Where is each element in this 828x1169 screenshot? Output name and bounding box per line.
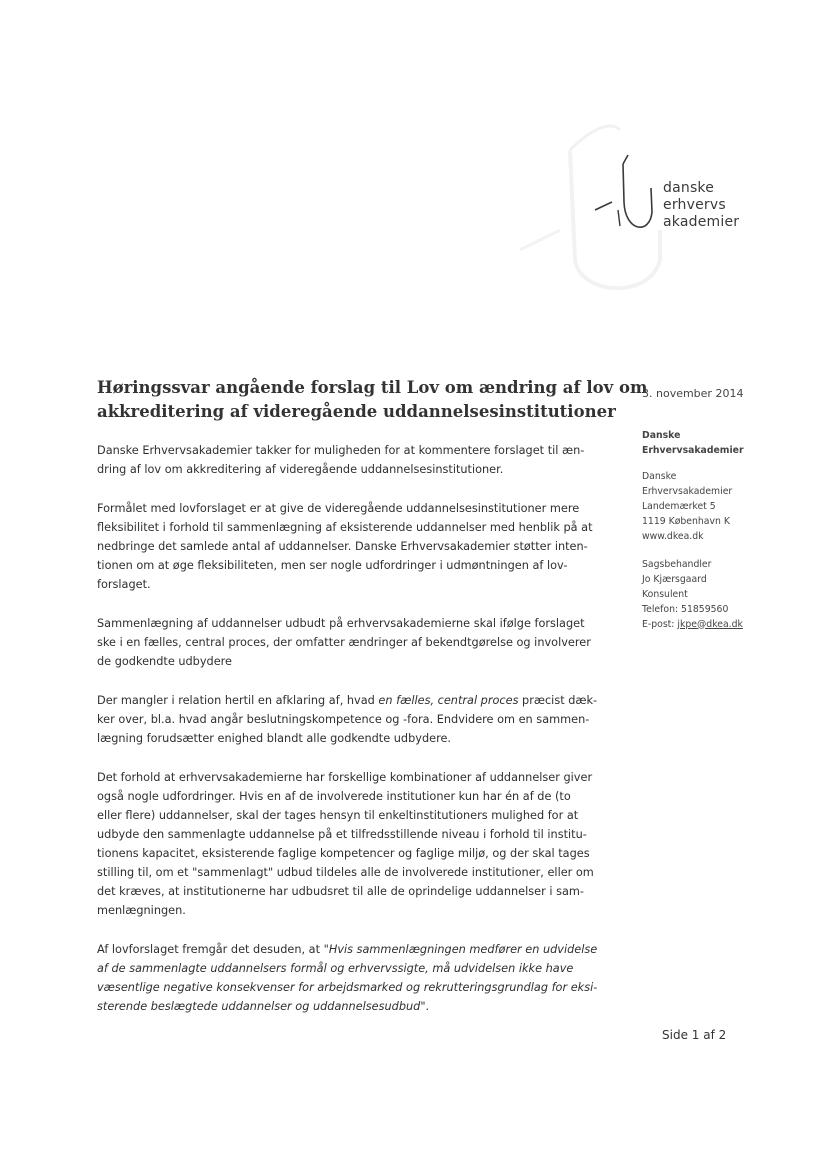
- text-line: stilling til, om et "sammenlagt" udbud tildeles alle de involverede institutioner, eller om: [97, 866, 594, 879]
- paragraph-4: [97, 691, 617, 748]
- text-line: ske i en fælles, central proces, der omfatter ændringer af bekendtgørelse og involverer: [97, 636, 591, 649]
- text-line: tionens kapacitet, eksisterende faglige kompetencer og faglige miljø, og der skal tages: [97, 847, 590, 860]
- paragraph-5: [97, 768, 617, 920]
- text-line: [97, 691, 617, 710]
- text-line: udbyde den sammenlagte uddannelse på et tilfredsstillende niveau i forhold til institu-: [97, 828, 587, 841]
- phone-line: Telefon: 51859560: [642, 603, 729, 615]
- title-line-1: Høringssvar angående forslag til Lov om ændring af lov om: [97, 378, 648, 397]
- text-line: eller flere) uddannelser, skal der tages hensyn til enkeltinstitutioners mulighed for at: [97, 809, 579, 822]
- text-line: menlægningen.: [97, 904, 186, 917]
- letter-date: 3. november 2014: [642, 387, 744, 400]
- sender-address: [642, 470, 802, 544]
- italic-quote: en fælles, central proces: [378, 694, 519, 707]
- text-line: Danske Erhvervsakademier takker for muligheden for at kommentere forslaget til æn-: [97, 444, 585, 457]
- page-number: Side 1 af 2: [662, 1028, 727, 1042]
- address-line: 1119 København K: [642, 515, 730, 527]
- address-line: Landemærket 5: [642, 500, 716, 512]
- logo-line-3: akademier: [663, 214, 740, 230]
- org-line: Danske: [642, 429, 681, 441]
- italic-quote: sterende beslægtede uddannelser og uddannelsesudbud: [97, 1000, 421, 1013]
- paragraph-2: [97, 499, 617, 594]
- text-span: ".: [420, 1000, 430, 1013]
- text-line: lægning forudsætter enighed blandt alle godkendte udbydere.: [97, 732, 452, 745]
- website-link[interactable]: www.dkea.dk: [642, 530, 704, 542]
- text-line: også nogle udfordringer. Hvis en af de involverede institutioner kun har én af de (to: [97, 790, 571, 803]
- text-line: fleksibilitet i forhold til sammenlægning af eksisterende uddannelser med henblik på at: [97, 521, 593, 534]
- text-line: Det forhold at erhvervsakademierne har forskellige kombinationer af uddannelser giver: [97, 771, 593, 784]
- text-span: Der mangler i relation hertil en afklaring af, hvad: [97, 694, 379, 707]
- text-line: dring af lov om akkreditering af videregående uddannelsesinstitutioner.: [97, 463, 504, 476]
- text-line: Sammenlægning af uddannelser udbudt på erhvervsakademierne skal ifølge forslaget: [97, 617, 585, 630]
- text-line: [97, 997, 617, 1016]
- text-line: det kræves, at institutionerne har udbudsret til alle de oprindelige uddannelser i sam-: [97, 885, 584, 898]
- logo-line-1: danske: [663, 180, 715, 196]
- contact-block: [642, 558, 802, 632]
- danske-erhvervsakademier-logo: [590, 150, 780, 245]
- email-link[interactable]: jkpe@dkea.dk: [677, 618, 743, 630]
- sender-organization: [642, 429, 802, 459]
- text-line: nedbringe det samlede antal af uddannelser. Danske Erhvervsakademier støtter inten-: [97, 540, 588, 553]
- letter-body: [97, 441, 617, 1036]
- paragraph-3: [97, 614, 617, 671]
- contact-line: Konsulent: [642, 588, 688, 600]
- document-title: [97, 376, 648, 424]
- logo-wordmark: [663, 180, 739, 231]
- italic-quote-line: væsentlige negative konsekvenser for arbejdsmarked og rekrutteringsgrundlag for eksi-: [97, 981, 598, 994]
- text-span: Af lovforslaget fremgår det desuden, at ": [97, 943, 329, 956]
- text-span: præcist dæk-: [518, 694, 598, 707]
- org-line: Erhvervsakademier: [642, 444, 744, 456]
- address-line: Erhvervsakademier: [642, 486, 733, 498]
- text-line: tionen om at øge fleksibiliteten, men ser nogle udfordringer i udmøntningen af lov-: [97, 559, 568, 572]
- logo-line-2: erhvervs: [663, 197, 726, 213]
- title-line-2: akkreditering af videregående uddannelsesinstitutioner: [97, 402, 616, 421]
- text-line: forslaget.: [97, 578, 151, 591]
- contact-line: Jo Kjærsgaard: [642, 574, 707, 586]
- sender-sidebar: [642, 387, 802, 646]
- contact-line: Sagsbehandler: [642, 559, 712, 571]
- paragraph-1: [97, 441, 617, 479]
- logo-mark-icon: [590, 150, 660, 245]
- text-line: Formålet med lovforslaget er at give de videregående uddannelsesinstitutioner mere: [97, 502, 580, 515]
- text-line: ker over, bl.a. hvad angår beslutningskompetence og -fora. Endvidere om en sammen-: [97, 713, 590, 726]
- italic-quote: Hvis sammenlægningen medfører en udvidelse: [328, 943, 598, 956]
- address-line: Danske: [642, 471, 677, 483]
- text-line: [97, 940, 617, 959]
- email-line: [642, 618, 802, 633]
- italic-quote-line: af de sammenlagte uddannelsers formål og erhvervssigte, må udvidelsen ikke have: [97, 962, 574, 975]
- text-line: de godkendte udbydere: [97, 655, 233, 668]
- email-label: E-post:: [642, 618, 678, 630]
- paragraph-6: [97, 940, 617, 1016]
